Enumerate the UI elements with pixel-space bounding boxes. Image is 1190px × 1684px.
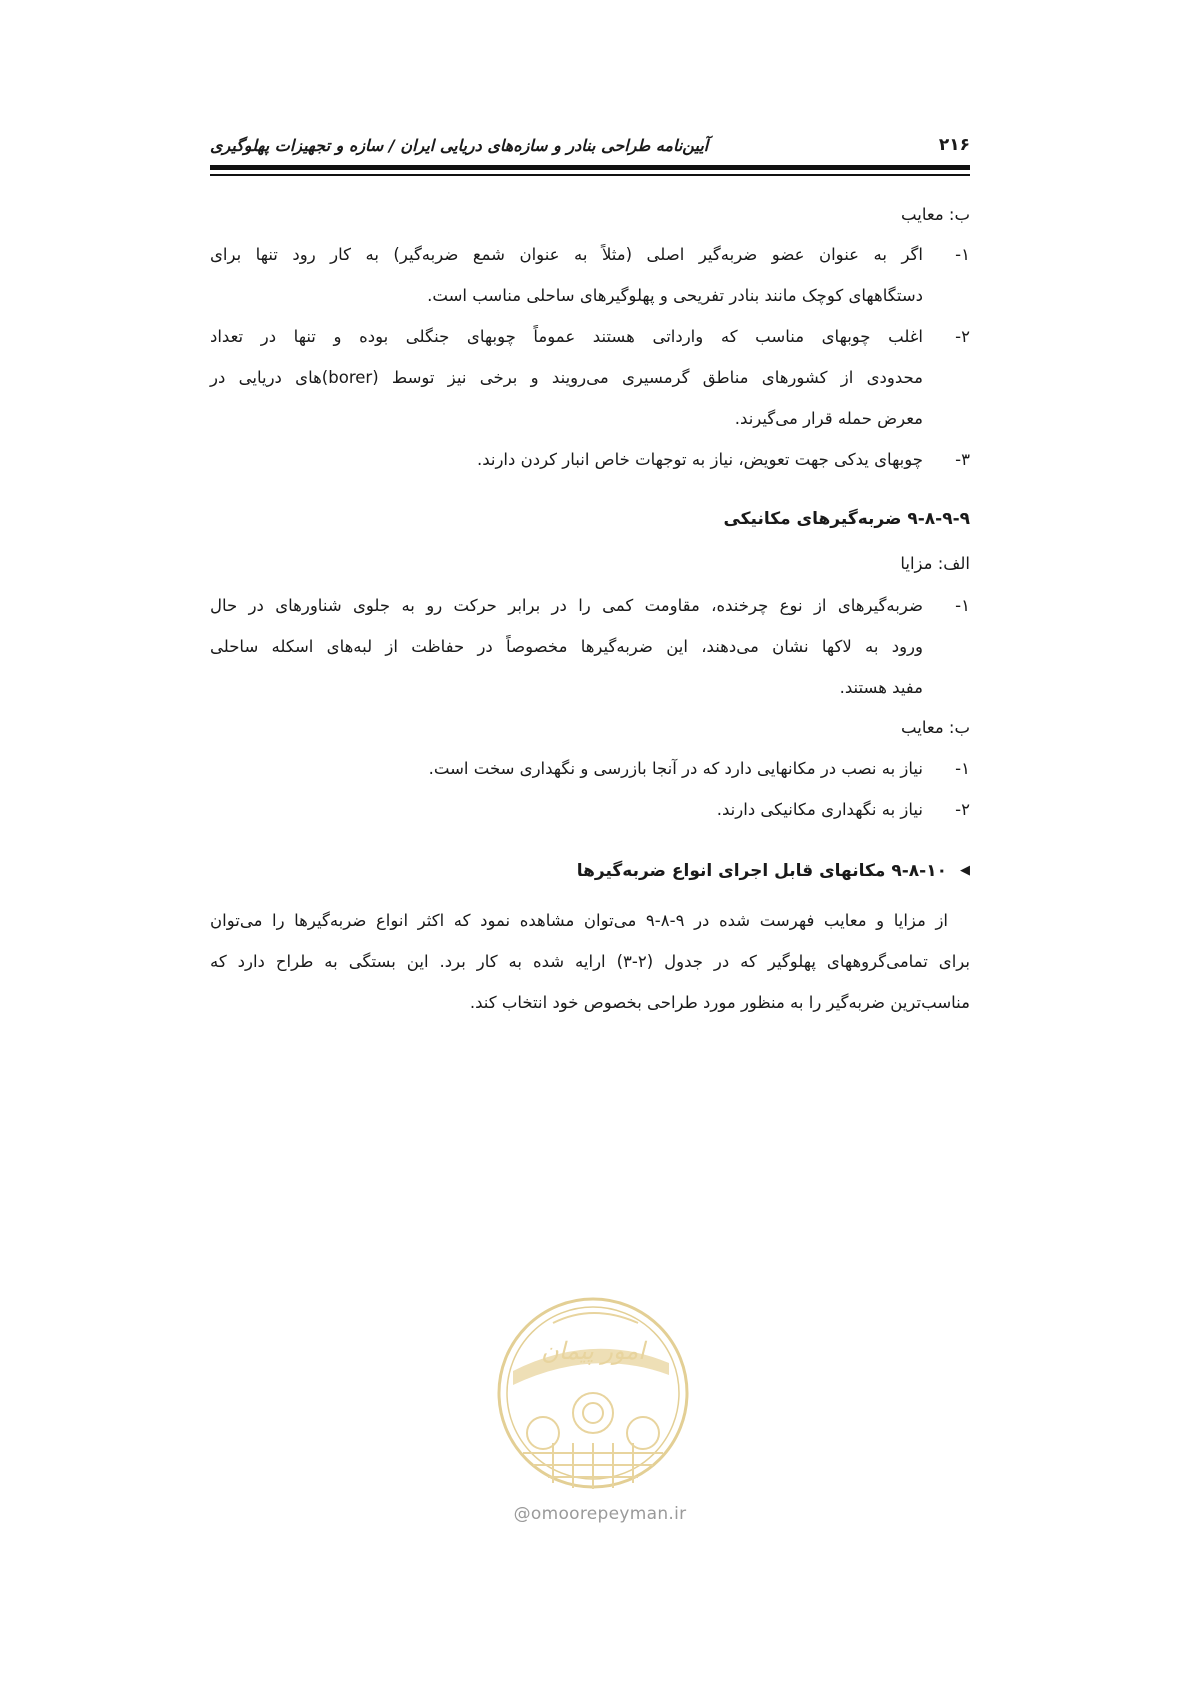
item-line: نیاز به نگهداری مکانیکی دارند. <box>716 800 923 819</box>
item-number: ۳- <box>955 450 970 469</box>
disadvantages-label: ب: معایب <box>901 718 970 737</box>
paragraph-line: برای تمامی‌گروههای پهلوگیر که در جدول (۲-۳) ارایه شده به کار برد. این بستگی به طراح دارد که <box>210 952 970 971</box>
item-line: محدودی از کشورهای مناطق گرمسیری می‌رویند و برخی نیز توسط (borer)های دریایی در <box>210 368 924 387</box>
watermark-caption-text: omoorepeyman.ir <box>530 1504 687 1524</box>
item-line: ضربه‌گیرهای از نوع چرخنده، مقاومت کمی را در برابر حرکت رو به جلوی شناورهای در حال <box>210 596 923 615</box>
item-line: مفید هستند. <box>839 678 923 697</box>
running-header <box>210 128 970 162</box>
item-line: چوبهای یدکی جهت تعویض، نیاز به توجهات خاص انبار کردن دارند. <box>476 450 923 469</box>
item-line: ورود به لاکها نشان می‌دهند، این ضربه‌گیرها مخصوصاً در حفاظت از لبه‌های اسکله ساحلی <box>210 637 923 656</box>
header-rule-thick <box>210 165 970 170</box>
item-line: اگر به عنوان عضو ضربه‌گیر اصلی (مثلاً به عنوان شمع ضربه‌گیر) به کار رود تنها برای <box>210 245 923 264</box>
section-bullet-icon: ◀ <box>960 863 970 878</box>
item-line: اغلب چوبهای مناسب که وارداتی هستند عموماً چوبهای جنگلی بوده و تنها در تعداد <box>210 327 923 346</box>
item-number: ۲- <box>955 800 970 819</box>
item-number: ۱- <box>955 245 970 264</box>
section-heading: ۹-۸-۹-۹ ضربه‌گیرهای مکانیکی <box>723 509 970 529</box>
disadvantages-label: ب: معایب <box>901 205 970 224</box>
item-number: ۱- <box>955 759 970 778</box>
item-line: دستگاههای کوچک مانند بنادر تفریحی و پهلوگیرهای ساحلی مناسب است. <box>427 286 923 305</box>
advantages-label: الف: مزایا <box>900 554 970 573</box>
section-heading: ۹-۸-۱۰ مکانهای قابل اجرای انواع ضربه‌گیرها <box>576 861 947 881</box>
at-sign-icon: @ <box>513 1504 531 1524</box>
item-number: ۱- <box>955 596 970 615</box>
item-line: نیاز به نصب در مکانهایی دارد که در آنجا بازرسی و نگهداری سخت است. <box>428 759 923 778</box>
page-number: ۲۱۶ <box>938 135 970 155</box>
watermark-logo-text: امور پیمان <box>541 1337 645 1365</box>
paragraph-line: مناسب‌ترین ضربه‌گیر را به منظور مورد طراحی بخصوص خود انتخاب کند. <box>469 993 970 1012</box>
paragraph-line: از مزایا و معایب فهرست شده در ۹-۸-۹ می‌توان مشاهده نمود که اکثر انواع ضربه‌گیرها را می‌توان <box>210 911 948 930</box>
watermark-caption <box>490 1504 710 1524</box>
item-line: معرض حمله قرار می‌گیرند. <box>734 409 923 428</box>
watermark-logo <box>493 1293 693 1493</box>
header-title: آیین‌نامه طراحی بنادر و سازه‌های دریایی ایران / سازه و تجهیزات پهلوگیری <box>210 135 709 155</box>
item-number: ۲- <box>955 327 970 346</box>
header-rule-thin <box>210 174 970 176</box>
